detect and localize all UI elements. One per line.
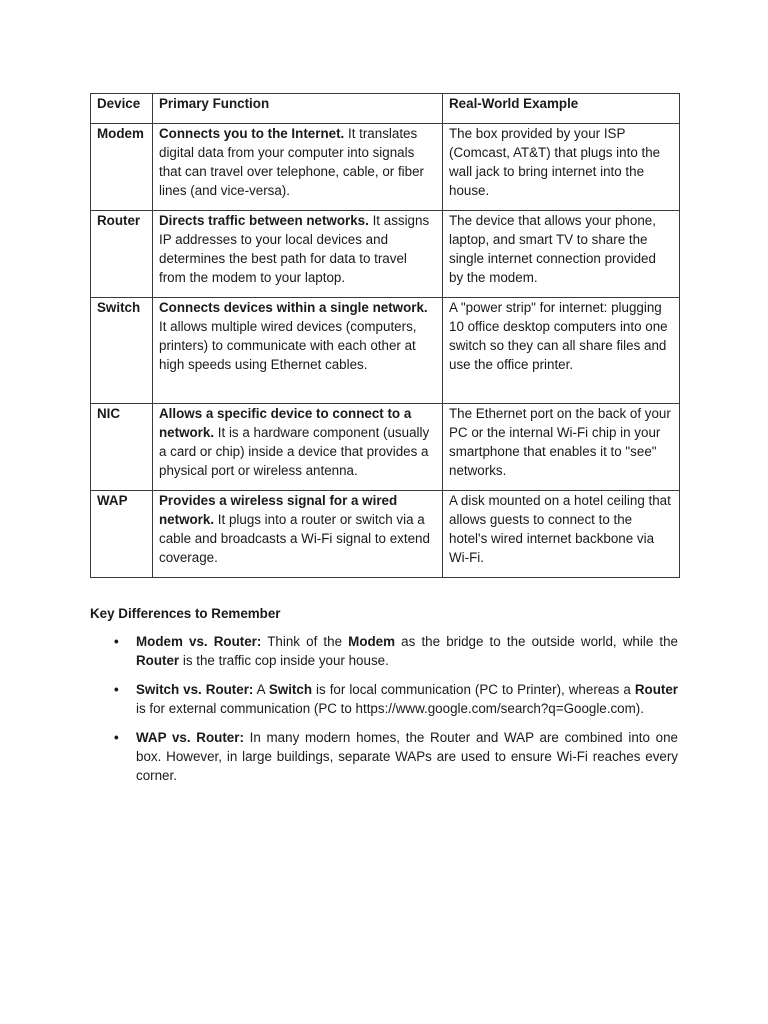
key-differences-heading: Key Differences to Remember [90, 606, 281, 621]
list-item [90, 632, 678, 670]
example-cell: The box provided by your ISP (Comcast, AT&T) that plugs into the wall jack to bring internet into the house. [443, 124, 680, 211]
device-name-cell: Modem [91, 124, 153, 211]
key-differences-list [90, 632, 678, 795]
bullet-icon: • [114, 682, 119, 697]
function-detail: It is a hardware component (usually a card or chip) inside a device that provides a physical port or wireless antenna. [159, 425, 430, 478]
item-text: In many modern homes, the Router and WAP are combined into one box. However, in large buildings, separate WAPs are used to ensure Wi-Fi reaches every corner. [136, 730, 678, 783]
list-item [90, 680, 678, 718]
item-text: is the traffic cop inside your house. [179, 653, 389, 668]
item-lead: Modem vs. Router: [136, 634, 262, 649]
item-emphasis: Switch [268, 682, 313, 697]
function-summary: Connects devices within a single network. [159, 300, 428, 315]
device-name-cell: Router [91, 211, 153, 298]
function-detail: It translates digital data from your computer into signals that can travel over telephone, cable, or fiber lines (and vice-versa). [159, 126, 424, 198]
example-cell: A "power strip" for internet: plugging 10 office desktop computers into one switch so they can all share files and use the office printer. [443, 298, 680, 404]
item-text: is for external communication (PC to https://www.google.com/search?q=Google.com). [136, 701, 644, 716]
function-cell [153, 491, 443, 578]
table-row [91, 298, 680, 404]
table-row [91, 211, 680, 298]
function-cell [153, 211, 443, 298]
table-row [91, 124, 680, 211]
device-name-cell: Switch [91, 298, 153, 404]
item-text: A [253, 682, 269, 697]
item-text: as the bridge to the outside world, while the [395, 634, 679, 649]
bullet-icon: • [114, 730, 119, 745]
device-name-cell: NIC [91, 404, 153, 491]
bullet-icon: • [114, 634, 119, 649]
function-detail: It plugs into a router or switch via a cable and broadcasts a Wi-Fi signal to extend coverage. [159, 512, 430, 565]
example-cell: The device that allows your phone, laptop, and smart TV to share the single internet connection provided by the modem. [443, 211, 680, 298]
function-summary: Directs traffic between networks. [159, 213, 369, 228]
item-emphasis: Router [634, 682, 678, 697]
function-detail: It assigns IP addresses to your local devices and determines the best path for data to travel from the modem to your laptop. [159, 213, 430, 285]
item-emphasis: Router [136, 653, 180, 668]
device-name-cell: WAP [91, 491, 153, 578]
function-detail: It allows multiple wired devices (computers, printers) to communicate with each other at high speeds using Ethernet cables. [159, 319, 417, 372]
item-lead: WAP vs. Router: [136, 730, 244, 745]
header-real-world-example: Real-World Example [443, 94, 680, 124]
header-primary-function: Primary Function [153, 94, 443, 124]
item-emphasis: Modem [348, 634, 396, 649]
example-cell: A disk mounted on a hotel ceiling that allows guests to connect to the hotel's wired internet backbone via Wi-Fi. [443, 491, 680, 578]
function-cell [153, 404, 443, 491]
list-item [90, 728, 678, 785]
example-cell: The Ethernet port on the back of your PC or the internal Wi-Fi chip in your smartphone that enables it to "see" networks. [443, 404, 680, 491]
table-row [91, 491, 680, 578]
table-header-row [91, 94, 680, 124]
function-cell [153, 298, 443, 404]
network-devices-table [90, 93, 680, 578]
function-cell [153, 124, 443, 211]
header-device: Device [91, 94, 153, 124]
item-text: is for local communication (PC to Printer), whereas a [312, 682, 635, 697]
function-summary: Connects you to the Internet. [159, 126, 345, 141]
item-lead: Switch vs. Router: [136, 682, 254, 697]
function-summary: Provides a wireless signal for a wired network. [159, 493, 398, 527]
item-text: Think of the [261, 634, 349, 649]
function-summary: Allows a specific device to connect to a network. [159, 406, 412, 440]
table-row [91, 404, 680, 491]
